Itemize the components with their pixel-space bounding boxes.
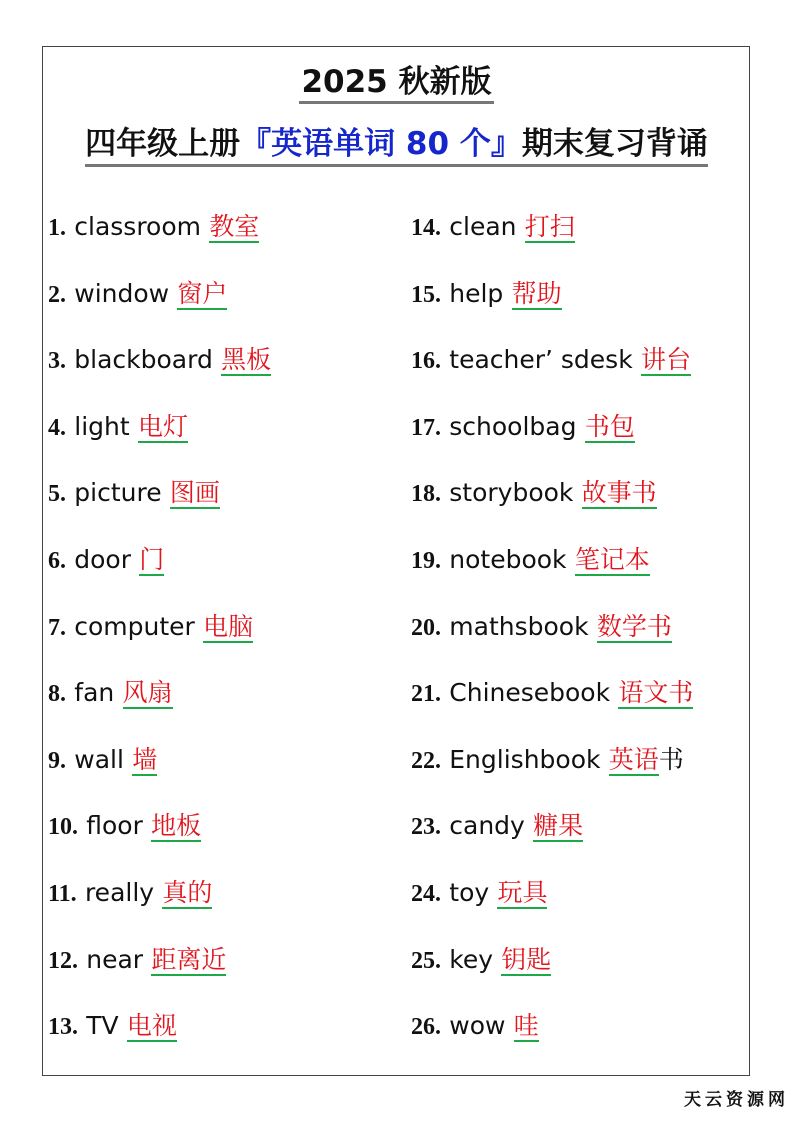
vocab-number: 13.: [48, 1014, 78, 1041]
vocab-item: [411, 729, 693, 796]
vocab-chinese: 电脑: [203, 611, 254, 641]
vocab-english: blackboard: [74, 345, 213, 375]
vocab-chinese: 窗户: [177, 278, 228, 308]
vocab-number: 20.: [411, 614, 441, 641]
vocab-number: 21.: [411, 681, 441, 708]
vocab-english: classroom: [74, 212, 201, 241]
vocab-chinese: 糖果: [533, 811, 584, 841]
vocab-item: [48, 596, 271, 663]
vocab-english: picture: [74, 478, 162, 508]
vocab-item: [411, 995, 693, 1062]
vocab-number: 11.: [48, 880, 77, 907]
vocab-english: really: [84, 877, 155, 907]
vocab-number: 23.: [411, 814, 441, 841]
vocab-english: near: [86, 944, 144, 974]
vocab-chinese: 风扇: [122, 678, 173, 708]
title-line-1: 2025 秋新版: [299, 63, 493, 104]
vocab-number: 25.: [411, 947, 441, 974]
vocab-number: 14.: [411, 215, 441, 241]
vocab-number: 8.: [48, 681, 66, 708]
vocab-number: 12.: [48, 947, 78, 974]
vocab-item: [48, 929, 271, 996]
vocab-chinese: 电灯: [137, 411, 188, 441]
vocab-chinese: 教室: [209, 212, 260, 241]
vocab-chinese: 讲台: [640, 345, 691, 375]
vocab-chinese: 墙: [132, 744, 158, 774]
vocab-english: toy: [449, 877, 490, 907]
vocab-item: [48, 995, 271, 1062]
vocab-item: [411, 529, 693, 596]
subtitle-highlight: 『英语单词 80 个』: [240, 126, 522, 162]
vocab-chinese: 英语: [608, 744, 659, 774]
vocab-chinese: 真的: [162, 877, 213, 907]
vocab-number: 26.: [411, 1014, 441, 1041]
vocab-item: [411, 929, 693, 996]
vocab-item: [411, 329, 693, 396]
left-word-column: [48, 196, 271, 1062]
vocab-english: schoolbag: [449, 411, 577, 441]
vocab-english: floor: [86, 811, 143, 841]
vocab-english: wow: [449, 1011, 506, 1041]
vocab-chinese: 钥匙: [501, 944, 552, 974]
vocab-item: [48, 462, 271, 529]
vocab-item: [48, 396, 271, 463]
vocab-chinese: 哇: [513, 1011, 539, 1041]
vocab-number: 7.: [48, 614, 66, 641]
vocab-english: Chinesebook: [449, 678, 611, 708]
vocab-chinese: 门: [139, 544, 165, 574]
vocab-chinese: 书包: [584, 411, 635, 441]
vocab-number: 3.: [48, 348, 66, 375]
vocab-english: storybook: [449, 478, 574, 508]
vocab-english: window: [74, 278, 170, 308]
vocab-item: [411, 196, 693, 263]
vocab-number: 16.: [411, 348, 441, 375]
vocab-number: 10.: [48, 814, 78, 841]
vocab-chinese: 数学书: [596, 611, 672, 641]
vocab-english: door: [74, 544, 132, 574]
vocab-item: [411, 462, 693, 529]
vocab-number: 22.: [411, 747, 441, 774]
vocab-chinese: 电视: [126, 1011, 177, 1041]
vocab-number: 17.: [411, 414, 441, 441]
vocab-chinese: 距离近: [151, 944, 227, 974]
vocab-chinese: 打扫: [524, 212, 575, 241]
vocab-english: light: [74, 411, 130, 441]
vocab-number: 4.: [48, 414, 66, 441]
vocab-english: key: [449, 944, 494, 974]
vocab-number: 9.: [48, 747, 66, 774]
vocab-chinese: 玩具: [497, 877, 548, 907]
vocab-chinese-tail: 书: [658, 744, 684, 774]
vocab-english: notebook: [449, 544, 567, 574]
vocab-number: 1.: [48, 215, 66, 241]
vocab-item: [411, 263, 693, 330]
vocab-english: wall: [74, 744, 124, 774]
vocab-chinese: 图画: [169, 478, 220, 508]
vocab-item: [411, 862, 693, 929]
vocab-chinese: 故事书: [581, 478, 657, 508]
vocab-english: clean: [449, 212, 517, 241]
vocab-item: [48, 263, 271, 330]
subtitle-suffix: 期末复习背诵: [521, 126, 708, 162]
vocab-english: mathsbook: [449, 611, 589, 641]
vocab-number: 6.: [48, 547, 66, 574]
vocab-english: teacher’ sdesk: [449, 345, 633, 375]
vocab-english: Englishbook: [449, 744, 601, 774]
subtitle-prefix: 四年级上册: [85, 126, 241, 162]
vocab-item: [411, 795, 693, 862]
page-subtitle: [0, 122, 793, 167]
vocab-item: [48, 529, 271, 596]
vocab-item: [411, 396, 693, 463]
vocab-item: [411, 596, 693, 663]
vocab-item: [48, 862, 271, 929]
page-title: [0, 60, 793, 104]
vocab-english: computer: [74, 611, 195, 641]
watermark: 天云资源网: [684, 1090, 789, 1110]
vocab-item: [48, 662, 271, 729]
vocab-number: 5.: [48, 481, 66, 508]
vocab-item: [411, 662, 693, 729]
vocab-number: 15.: [411, 281, 441, 308]
vocab-number: 24.: [411, 880, 441, 907]
vocab-chinese: 地板: [151, 811, 202, 841]
vocab-number: 2.: [48, 281, 66, 308]
vocab-english: help: [449, 278, 504, 308]
right-word-column: [411, 196, 693, 1062]
vocab-english: fan: [74, 678, 115, 708]
vocab-chinese: 笔记本: [574, 544, 650, 574]
vocab-chinese: 帮助: [511, 278, 562, 308]
vocab-item: [48, 795, 271, 862]
vocab-number: 19.: [411, 547, 441, 574]
vocab-item: [48, 329, 271, 396]
vocab-item: [48, 729, 271, 796]
vocab-number: 18.: [411, 481, 441, 508]
vocab-english: TV: [86, 1011, 119, 1041]
vocab-chinese: 语文书: [618, 678, 694, 708]
vocab-chinese: 黑板: [221, 345, 272, 375]
vocab-english: candy: [449, 811, 525, 841]
vocab-item: [48, 196, 271, 263]
subtitle-underline: [85, 124, 708, 167]
